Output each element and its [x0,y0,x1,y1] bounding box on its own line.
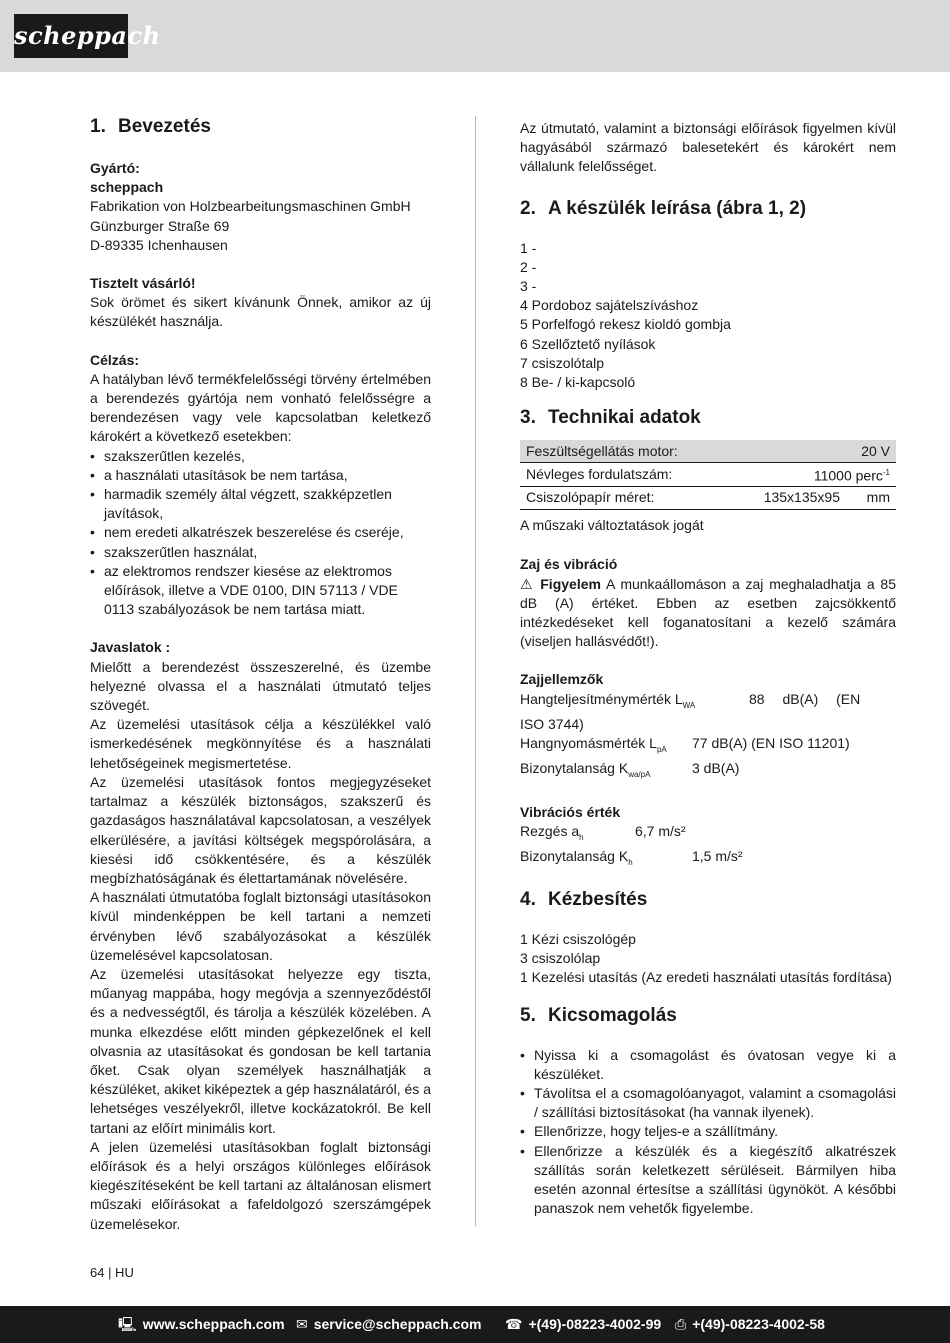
spec-value: 20 V [730,440,896,463]
list-item: • Távolítsa el a csomagolóanyagot, valamint a csomagolási / szállítási biztosításokat (ha vannak ilyenek). [520,1084,896,1122]
footer-website[interactable] [118,1306,285,1343]
section-number: 2. [520,197,536,219]
tech-note: A műszaki változtatások jogát [520,517,704,534]
computer-icon: 🖳 [118,1316,137,1332]
spec-value: 135x135x95 [730,487,854,510]
part-item: 7 csiszolótalp [520,354,605,371]
ah-label: Rezgés a [520,822,580,839]
section-number: 3. [520,407,536,429]
list-item: • Nyissa ki a csomagolást és óvatosan vegye ki a készüléket. [520,1046,896,1084]
advice-paragraph: A használati útmutatóba foglalt biztonsági utasításokon kívül mindenképpen be kell tartani a nemzeti érvényben lévő szabályozásokat a készülék üzemelésével kapcsolatosan. [90,889,431,963]
list-item: • Ellenőrizze, hogy teljes-e a szállítmány. [520,1122,896,1141]
section-1-heading [90,115,431,139]
column-divider [475,116,476,1226]
section-number: 5. [520,1004,536,1026]
header-band [0,0,950,72]
ah-value: 6,7 m/s² [635,822,686,839]
lwa-subscript: WA [682,700,696,710]
page-number: 64 | HU [90,1265,134,1280]
attention-paragraph [520,575,896,652]
list-item: • szakszerűtlen kezelés, [90,447,431,466]
section-2-heading [520,197,896,221]
spec-row [520,440,896,463]
kwa-value: 3 dB(A) [692,759,740,776]
address-line: Günzburger Straße 69 [90,217,230,234]
address-line: Fabrikation von Holzbearbeitungsmaschinen GmbH [90,198,411,215]
advice-paragraph: A jelen üzemelési utasításokban foglalt biztonsági előírások és a helyi országos különleges előírások kiegészítéseként be kell tartani az általánosan elismert műszaki előírásokat a fafeldolgozó szerszámgépek üzemelésekor. [90,1138,431,1232]
spec-label: Névleges fordulatszám: [520,463,730,487]
lpa-label: Hangnyomásmérték L [520,734,657,751]
vibration-label: Vibrációs érték [520,803,621,820]
section-title: Technikai adatok [548,407,701,429]
delivery-item: 1 Kezelési utasítás (Az eredeti használati utasítás fordítása) [520,969,892,986]
vibration-row-kh [520,847,896,872]
noise-characteristics-label: Zajjellemzők [520,671,604,688]
delivery-item: 3 csiszolólap [520,950,601,967]
attention-text: A munkaállomáson a zaj meghaladhatja a 85 dB (A) értéket. Ebben az esetben zajcsökkentő intézkedéseket kell foganatosítani a kezelő számára (viseljen hallásvédőt!). [520,575,896,650]
part-item: 4 Pordoboz sajátelszíváshoz [520,297,699,314]
list-item: • nem eredeti alkatrészek beszerelése és cseréje, [90,523,431,542]
scheppach-logo: scheppach [14,14,128,58]
vibration-row-ah [520,822,896,847]
part-item: 1 - [520,239,537,256]
list-item: • az elektromos rendszer kiesése az elektromos előírások, illetve a VDE 0100, DIN 57113 / VDE 0113 szabályozások be nem tartása miatt. [90,562,431,620]
section-title: A készülék leírása (ábra 1, 2) [548,197,807,219]
advice-paragraph: Az üzemelési utasítások fontos megjegyzéseket tartalmaz a készülék biztonságos, szakszerű és gazdaságos használatával kapcsolatosan, a veszélyek elkerülésére, a javítási költségek megspórolására, a kiesési idő csökkentésére, és a készülék megbízhatóságának és élettartamának növelésére. [90,773,431,886]
noise-row-lwa-cont: ISO 3744) [520,715,584,732]
liability-text: Az útmutató, valamint a biztonsági előírások figyelmen kívül hagyásából származó balesetekért és károkért nem vállalunk felelősséget. [520,120,896,175]
manufacturer-label: Gyártó: [90,160,140,176]
noise-row-kwa [520,759,896,784]
section-4-heading [520,888,896,912]
part-item: 8 Be- / ki-kapcsoló [520,374,636,391]
noise-row-lpa [520,734,896,759]
section-title: Kézbesítés [548,888,648,910]
kh-subscript: h [628,857,633,867]
section-number: 1. [90,116,106,137]
delivery-item: 1 Kézi csiszológép [520,930,636,947]
right-column [520,119,896,1218]
phone-icon: ☎ [505,1316,523,1332]
purpose-label: Célzás: [90,351,140,368]
lpa-subscript: pA [656,744,667,754]
spec-row [520,463,896,487]
advice-paragraph: Mielőtt a berendezést összeszerelné, és üzembe helyezné olvassa el a használati útmutató teljes szövegét. [90,658,431,714]
kwa-subscript: wa/pA [628,769,651,779]
noise-row-lwa [520,690,896,715]
footer-phone[interactable] [505,1306,661,1343]
spec-value-number: 11000 perc [813,467,883,484]
kh-label: Bizonytalanság K [520,847,629,864]
spec-row [520,487,896,510]
section-number: 4. [520,888,536,910]
email-text: service@scheppach.com [313,1316,482,1332]
noise-label: Zaj és vibráció [520,556,618,573]
spec-table [520,440,896,510]
manufacturer-name: scheppach [90,179,164,196]
address-line: D-89335 Ichenhausen [90,236,228,253]
fax-icon: ⎙ [675,1316,687,1332]
phone-text: +(49)-08223-4002-99 [528,1316,662,1332]
advice-label: Javaslatok : [90,639,171,656]
customer-text: Sok örömet és sikert kívánunk Önnek, amikor az új készülékét használja. [90,294,431,330]
part-item: 2 - [520,258,537,275]
kh-value: 1,5 m/s² [692,847,743,864]
footer-email[interactable] [296,1306,481,1343]
fax-text: +(49)-08223-4002-58 [692,1316,825,1332]
spec-label: Csiszolópapír méret: [520,487,730,510]
purpose-list [90,447,431,620]
warning-icon: ⚠ [520,575,535,592]
footer-fax [675,1306,825,1343]
mail-icon: ✉ [296,1316,308,1332]
part-item: 6 Szellőztető nyílások [520,335,656,352]
spec-label: Feszültségellátás motor: [520,440,730,463]
spec-value-exponent: -1 [882,468,890,478]
unpack-list [520,1046,896,1219]
section-title: Kicsomagolás [548,1004,677,1026]
list-item: • a használati utasítások be nem tartása, [90,466,431,485]
lwa-label: Hangteljesítménymérték L [520,690,683,707]
website-text: www.scheppach.com [142,1316,285,1332]
spec-value [730,463,896,487]
left-column [90,115,431,1234]
section-5-heading [520,1004,896,1028]
customer-greeting: Tisztelt vásárló! [90,275,196,292]
lpa-value: 77 dB(A) (EN ISO 11201) [692,734,850,751]
spec-unit: mm [854,487,896,510]
section-title: Bevezetés [118,116,211,137]
part-item: 3 - [520,278,537,295]
attention-label: Figyelem [540,575,601,592]
advice-paragraph: Az üzemelési utasítások célja a készülékkel való ismerkedésének megkönnyítése és a használati lehetőségeinek megismertetése. [90,716,431,771]
list-item: • szakszerűtlen használat, [90,543,431,562]
purpose-text: A hatályban lévő termékfelelősségi törvény értelmében a berendezés gyártója nem vonható felelősségre a berendezésen vagy vele kapcsolatban keletkező károkért a következő esetekben: [90,370,431,445]
section-3-heading [520,406,896,430]
part-item: 5 Porfelfogó rekesz kioldó gombja [520,316,731,333]
kwa-label: Bizonytalanság K [520,759,629,776]
advice-paragraph: Az üzemelési utasításokat helyezze egy tiszta, műanyag mappába, hogy megóvja a szennyeződéstől és a nedvességtől, és tárolja a készülék közelében. A munka elkezdése előtt minden gépkezelőnek el kell olvasnia az utasításokat és gondosan be kell tartania őket. Csak olyan személyek használhatják a készüléket, akiket kiképeztek a gép használatáról, és a lehetséges veszélyekről, illetve kockázatokról. Be kell tartani az előírt minimális kort. [90,965,431,1136]
list-item: • Ellenőrizze a készülék és a kiegészítő alkatrészek szállítás során keletkezett sérüléseit. Bármilyen hiba esetén azonnal értesítse a szállítási ügynököt. A későbbi panaszok nem vehetők figyelembe. [520,1142,896,1219]
ah-subscript: h [579,832,584,842]
lwa-value: 88 dB(A) (EN [749,690,861,707]
list-item: • harmadik személy által végzett, szakképzetlen javítások, [90,485,431,523]
footer-band [0,1306,950,1343]
